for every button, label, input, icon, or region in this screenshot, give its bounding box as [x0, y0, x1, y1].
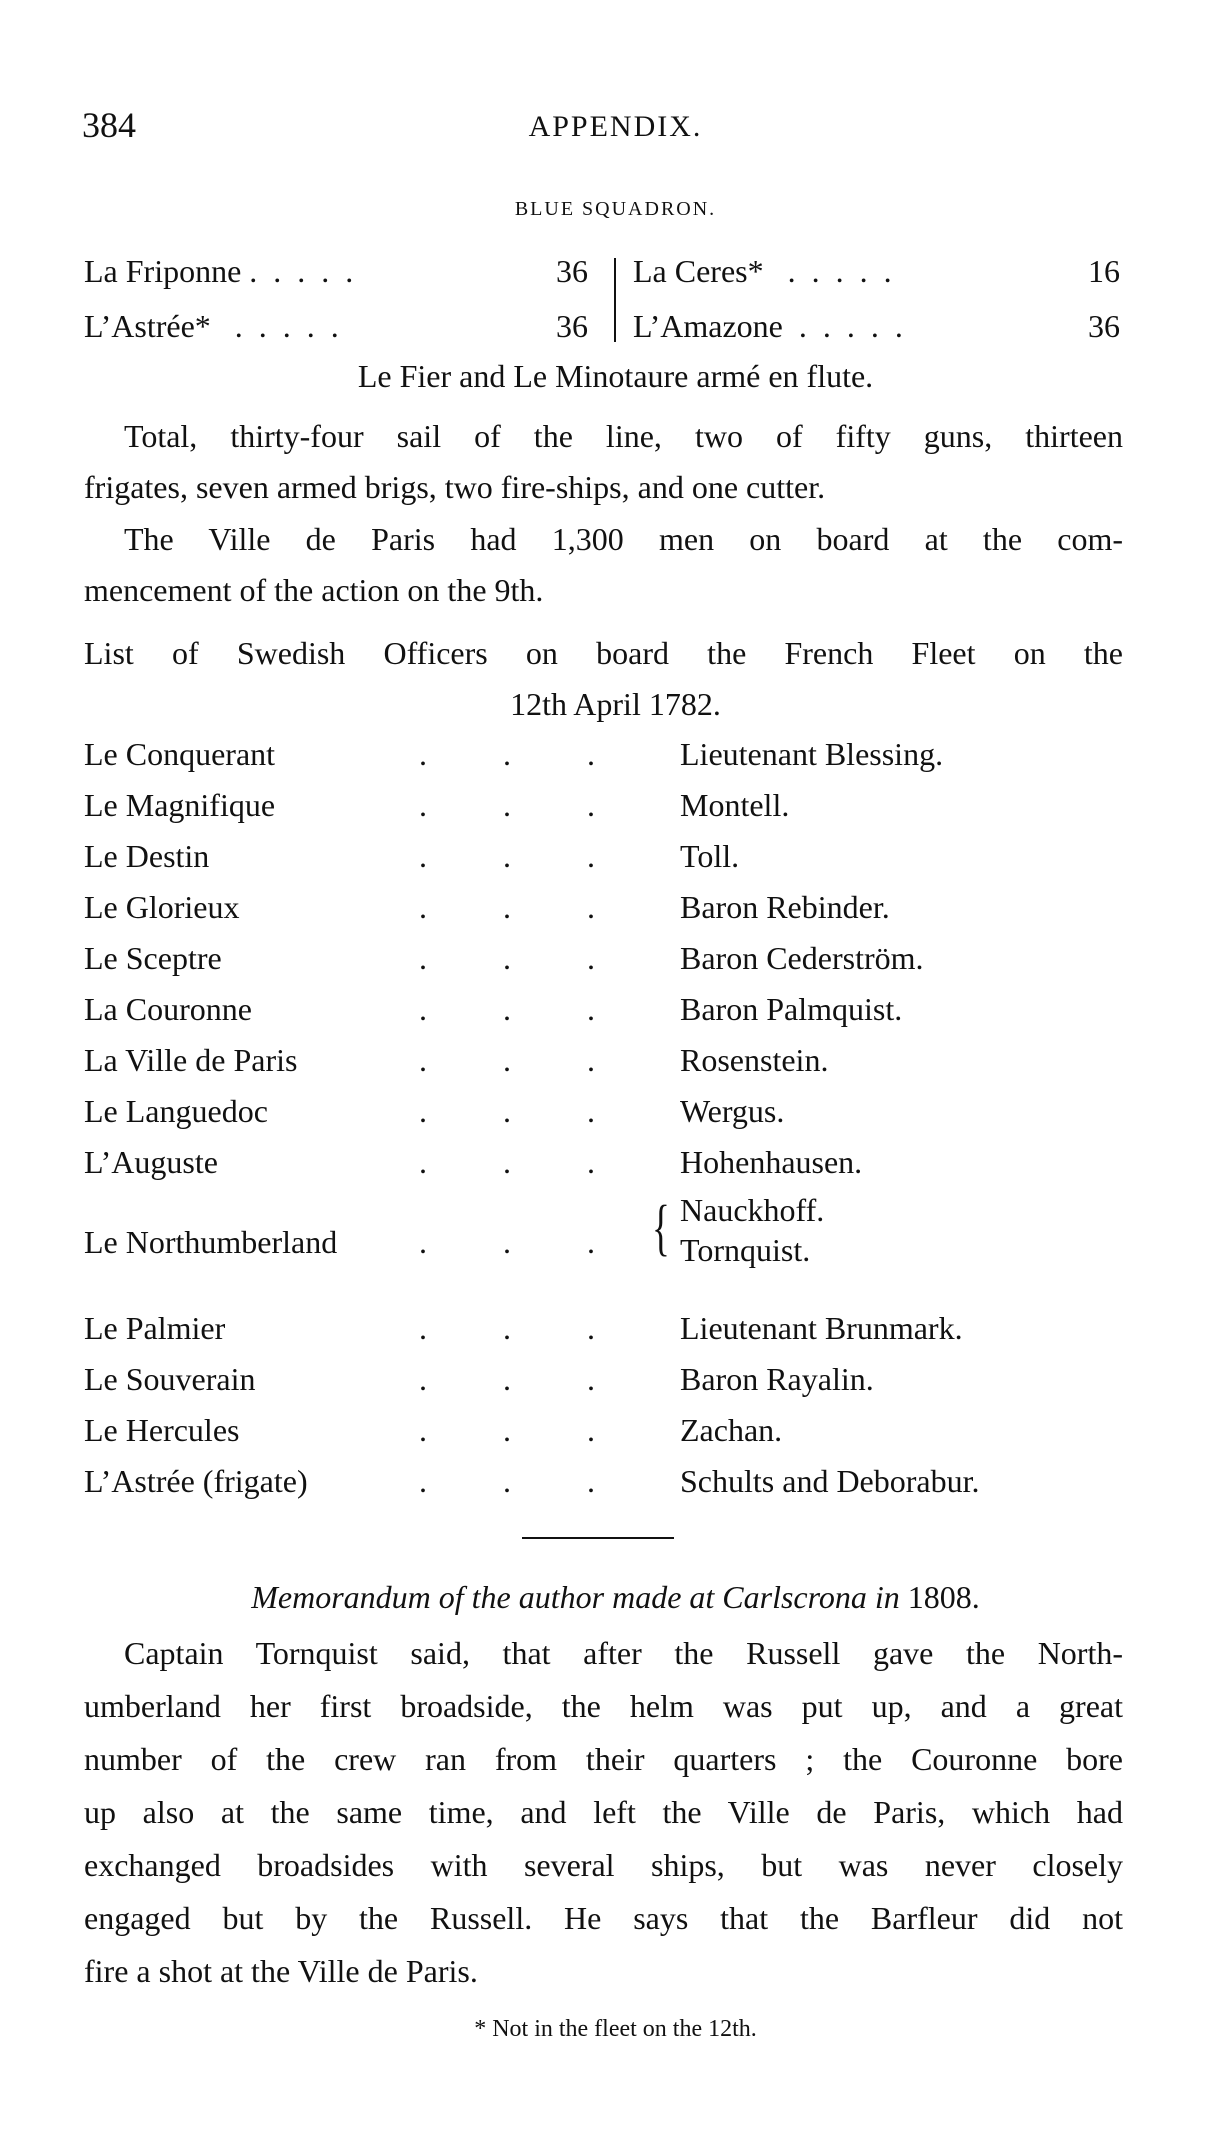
brace: { — [651, 1194, 670, 1262]
footnote: * Not in the fleet on the 12th. — [474, 2016, 757, 2042]
officer-name: Montell. — [680, 787, 790, 823]
memo-line: umberland her first broadside, the helm was put up, and a great — [84, 1688, 1123, 1724]
leader-dot: . — [587, 736, 595, 772]
leader-dot: . — [503, 991, 511, 1027]
memo-title-text: Memorandum of the author made at Carlscrona in — [251, 1579, 900, 1615]
leader-dot: . — [587, 991, 595, 1027]
leader-dot: . — [503, 1361, 511, 1397]
gun-count: 36 — [556, 308, 588, 344]
leader-dot: . — [587, 1463, 595, 1499]
leader-dot: . — [419, 940, 427, 976]
ship-name: L’Astrée* . . . . . — [84, 308, 339, 344]
memo-line: Captain Tornquist said, that after the Russell gave the North- — [124, 1635, 1123, 1671]
officer-name: Baron Rebinder. — [680, 889, 890, 925]
officer-row — [84, 1089, 1184, 1133]
officer-row — [84, 732, 1184, 776]
ship-name: Le Hercules — [84, 1412, 240, 1448]
gun-count: 16 — [1088, 253, 1120, 289]
leader-dot: . — [503, 1042, 511, 1078]
memo-line: exchanged broadsides with several ships, but was never closely — [84, 1847, 1123, 1883]
leader-dot: . — [587, 1310, 595, 1346]
squadron-note: Le Fier and Le Minotaure armé en flute. — [357, 358, 874, 394]
leader-dot: . — [419, 889, 427, 925]
memo-line: fire a shot at the Ville de Paris. — [84, 1953, 478, 1989]
ship-name: La Ville de Paris — [84, 1042, 298, 1078]
ship-name: Le Destin — [84, 838, 210, 874]
officer-name: Tornquist. — [680, 1232, 811, 1268]
paragraph-line: frigates, seven armed brigs, two fire-ships, and one cutter. — [84, 469, 826, 505]
officer-row — [84, 936, 1184, 980]
memo-line: up also at the same time, and left the Ville de Paris, which had — [84, 1794, 1123, 1830]
leader-dot: . — [419, 991, 427, 1027]
officer-row — [84, 885, 1184, 929]
officer-name: Baron Cederström. — [680, 940, 924, 976]
memo-year: 1808. — [907, 1579, 980, 1615]
leader-dot: . — [419, 1144, 427, 1180]
leader-dot: . — [419, 1093, 427, 1129]
officer-name: Lieutenant Blessing. — [680, 736, 944, 772]
leader-dot: . — [503, 889, 511, 925]
leader-dot: . — [503, 1412, 511, 1448]
officer-row — [84, 1038, 1184, 1082]
officer-name: Wergus. — [680, 1093, 785, 1129]
ship-name: La Friponne . . . . . — [84, 253, 354, 289]
leader-dot: . — [419, 1042, 427, 1078]
list-heading: List of Swedish Officers on board the French Fleet on the — [84, 635, 1123, 671]
officer-name: Rosenstein. — [680, 1042, 829, 1078]
column-divider — [614, 258, 616, 342]
ship-name: Le Palmier — [84, 1310, 226, 1346]
section-rule — [522, 1537, 674, 1539]
leader-dot: . — [503, 1463, 511, 1499]
officer-row — [84, 1459, 1184, 1503]
ship-name: Le Northumberland — [84, 1224, 338, 1260]
leader-dot: . — [419, 787, 427, 823]
paragraph-line: mencement of the action on the 9th. — [84, 572, 544, 608]
ship-name: La Ceres* . . . . . — [633, 253, 892, 289]
leader-dot: . — [503, 1310, 511, 1346]
leader-dot: . — [419, 1310, 427, 1346]
paragraph-line: The Ville de Paris had 1,300 men on board at the com- — [124, 521, 1123, 557]
leader-dot: . — [587, 787, 595, 823]
memo-line: engaged but by the Russell. He says that the Barfleur did not — [84, 1900, 1123, 1936]
leader-dot: . — [587, 1144, 595, 1180]
leader-dot: . — [587, 889, 595, 925]
leader-dot: . — [419, 1412, 427, 1448]
ship-name: L’Auguste — [84, 1144, 218, 1180]
ship-name: Le Souverain — [84, 1361, 256, 1397]
leader-dot: . — [419, 838, 427, 874]
officer-row — [84, 987, 1184, 1031]
officer-name: Baron Palmquist. — [680, 991, 903, 1027]
officer-row — [84, 834, 1184, 878]
officer-row — [84, 783, 1184, 827]
memo-line: number of the crew ran from their quarters ; the Couronne bore — [84, 1741, 1123, 1777]
ship-name: Le Conquerant — [84, 736, 276, 772]
leader-dot: . — [503, 736, 511, 772]
officer-row — [84, 1306, 1184, 1350]
leader-dot: . — [419, 1361, 427, 1397]
memo-title — [0, 1577, 1231, 1617]
leader-dot: . — [419, 1224, 427, 1260]
officer-name: Schults and Deborabur. — [680, 1463, 980, 1499]
leader-dot: . — [419, 736, 427, 772]
ship-name: Le Magnifique — [84, 787, 276, 823]
list-heading-date: 12th April 1782. — [510, 686, 721, 722]
leader-dot: . — [587, 1224, 595, 1260]
gun-count: 36 — [1088, 308, 1120, 344]
leader-dot: . — [503, 1224, 511, 1260]
officer-row — [84, 1408, 1184, 1452]
leader-dot: . — [587, 1042, 595, 1078]
running-title: APPENDIX. — [528, 110, 703, 143]
leader-dot: . — [503, 787, 511, 823]
officer-name: Nauckhoff. — [680, 1192, 825, 1228]
gun-count: 36 — [556, 253, 588, 289]
leader-dot: . — [587, 940, 595, 976]
leader-dot: . — [503, 940, 511, 976]
officer-name: Toll. — [680, 838, 740, 874]
leader-dot: . — [587, 1412, 595, 1448]
leader-dot: . — [503, 1093, 511, 1129]
leader-dot: . — [587, 1361, 595, 1397]
officer-row — [84, 1357, 1184, 1401]
ship-name: Le Languedoc — [84, 1093, 268, 1129]
officer-name: Zachan. — [680, 1412, 783, 1448]
leader-dot: . — [587, 838, 595, 874]
officer-name: Baron Rayalin. — [680, 1361, 874, 1397]
page-number: 384 — [82, 105, 136, 145]
officer-row — [84, 1140, 1184, 1184]
officer-name: Hohenhausen. — [680, 1144, 863, 1180]
ship-name: L’Astrée (frigate) — [84, 1463, 308, 1499]
leader-dot: . — [419, 1463, 427, 1499]
officer-name: Lieutenant Brunmark. — [680, 1310, 963, 1346]
ship-name: La Couronne — [84, 991, 252, 1027]
leader-dot: . — [587, 1093, 595, 1129]
paragraph-line: Total, thirty-four sail of the line, two of fifty guns, thirteen — [124, 418, 1123, 454]
leader-dot: . — [503, 838, 511, 874]
leader-dot: . — [503, 1144, 511, 1180]
ship-name: Le Glorieux — [84, 889, 240, 925]
squadron-title: BLUE SQUADRON. — [514, 198, 717, 220]
ship-name: L’Amazone . . . . . — [633, 308, 903, 344]
officer-row — [84, 1192, 1184, 1300]
ship-name: Le Sceptre — [84, 940, 222, 976]
